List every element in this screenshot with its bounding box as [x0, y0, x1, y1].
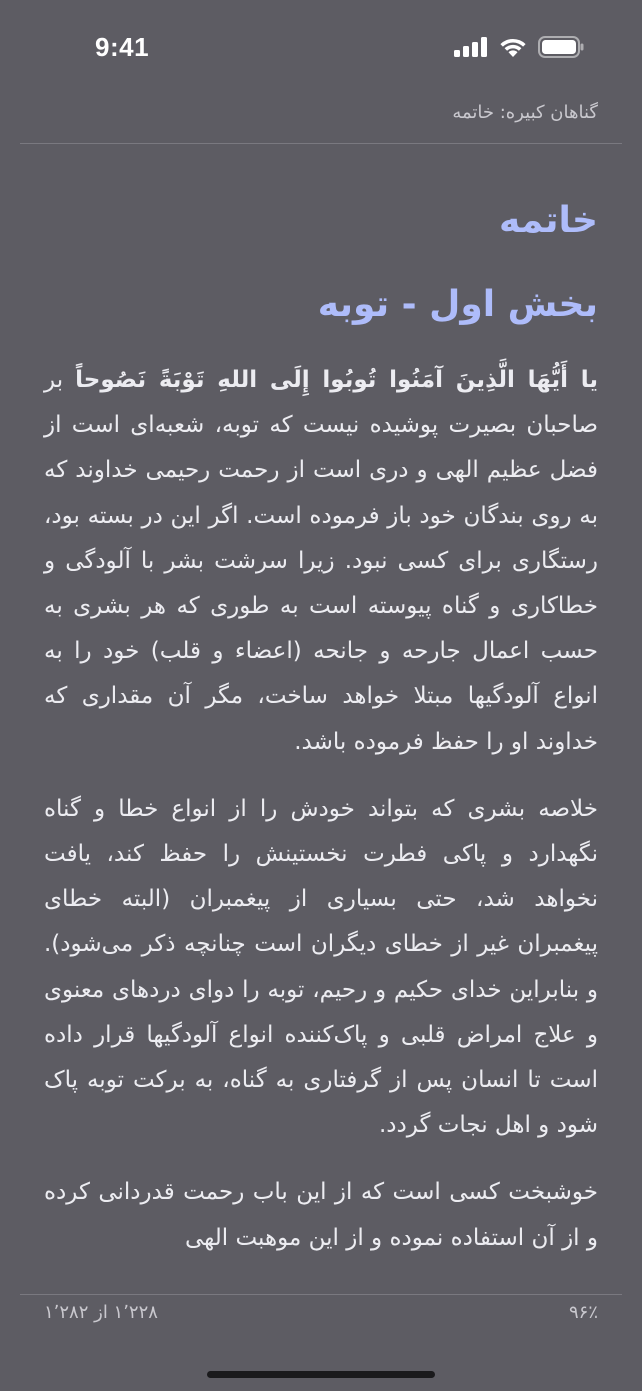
- battery-icon: [538, 36, 584, 58]
- chapter-title: خاتمه: [499, 200, 598, 241]
- status-bar: [0, 0, 642, 90]
- paragraph-1: [44, 358, 598, 765]
- section-title: بخش اول - توبه: [317, 284, 598, 325]
- paragraph-2: خلاصه بشری که بتواند خودش را از انواع خطا و گناه نگهدارد و پاکی فطرت نخستینش را حفظ کند، یافت نخواهد شد، حتی بسیاری از پیغمبران (البته خطای پیغمبران غیر از خطای دیگران است چنانچه ذکر می‌شود). و بنابراین خدای حکیم و رحیم، توبه را دوای دردهای معنوی و علاج امراض قلبی و پاک‌کننده انواع آلودگیها قرار داده است تا انسان پس از گرفتاری به گناه، به برکت توبه پاک شود و اهل نجات گردد.: [44, 795, 598, 1139]
- page-position: ۱٬۲۲۸ از ۱٬۲۸۲: [44, 1302, 158, 1323]
- reader-content[interactable]: [44, 190, 598, 1260]
- paragraph-3: خوشبخت کسی است که از این باب رحمت قدردانی کرده و از آن استفاده نموده و از این موهبت الهی: [44, 1179, 598, 1251]
- reading-progress: ۹۶٪: [568, 1302, 598, 1323]
- wifi-icon: [498, 36, 528, 58]
- quran-verse: یا أَیُّهَا الَّذِینَ آمَنُوا تُوبُوا إِلَی اللهِ تَوْبَةً نَصُوحاً: [75, 367, 598, 393]
- paragraph-1-text: بر صاحبان بصیرت پوشیده نیست که توبه، شعبه‌ای است از فضل عظیم الهی و دری است از رحمت رحیمی خداوند که به روی بندگان خود باز فرموده است. اگر این در بسته بود، رستگاری برای کسی نبود. زیرا سرشت بشر با آلودگی و خطاکاری و گناه پیوسته است به طوری که هر بشری به حسب اعمال جارحه و جانحه (اعضاء و قلب) خود را به انواع آلودگیها مبتلا خواهد ساخت، مگر آن مقداری که خداوند او را حفظ فرموده باشد.: [44, 367, 598, 755]
- home-indicator[interactable]: [207, 1371, 435, 1378]
- status-icons: [454, 36, 584, 58]
- status-time: 9:41: [95, 32, 150, 62]
- cellular-signal-icon: [454, 37, 488, 57]
- header-divider: [20, 143, 622, 144]
- footer-divider: [20, 1294, 622, 1295]
- book-breadcrumb: گناهان کبیره: خاتمه: [452, 102, 598, 123]
